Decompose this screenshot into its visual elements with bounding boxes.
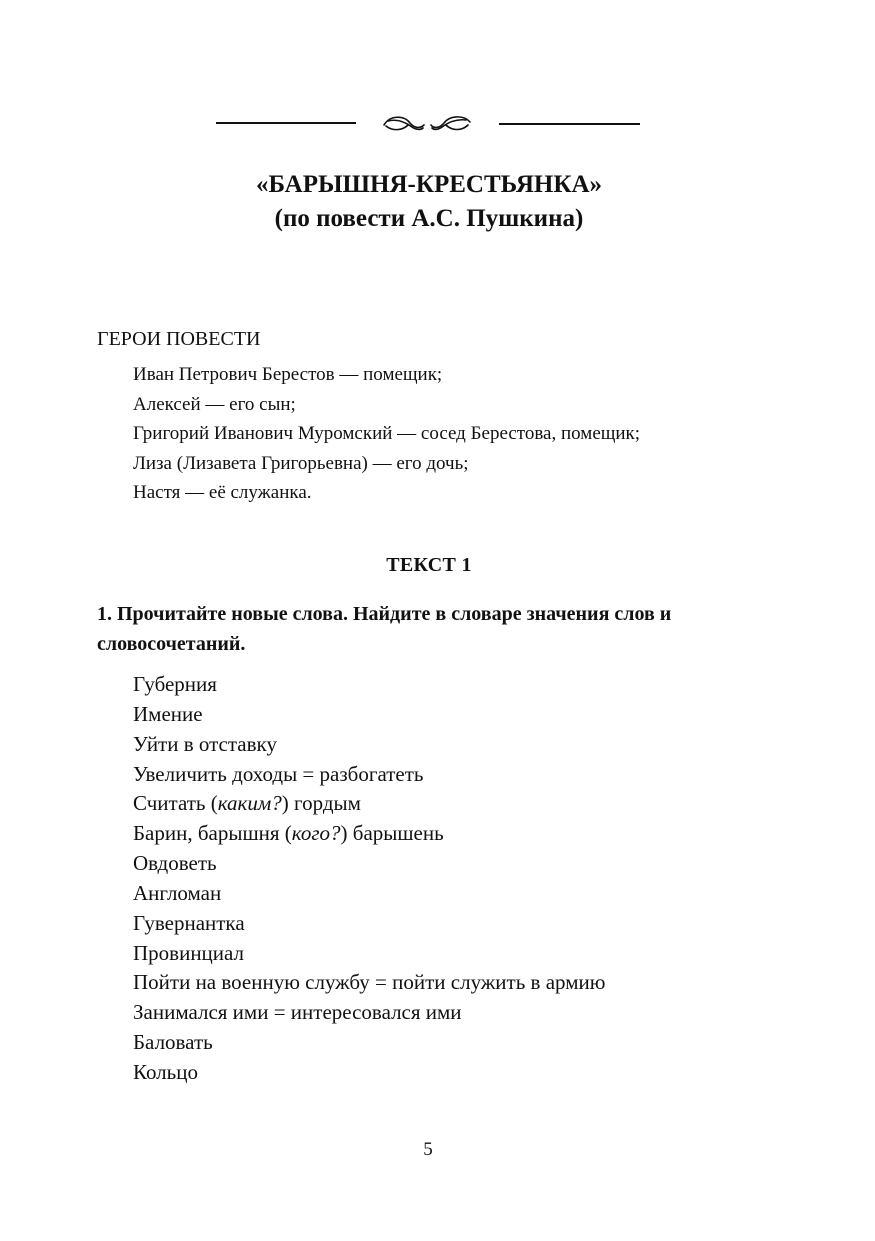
vocab-item (133, 819, 605, 849)
vocab-question: кого? (291, 821, 341, 846)
vocab-item: Занимался ими = интересовался ими (133, 1000, 462, 1025)
vocabulary-list (133, 670, 605, 1088)
vocab-item: Пойти на военную службу = пойти служить в армию (133, 970, 606, 995)
vocab-question: каким? (217, 791, 282, 816)
title-line-1: «БАРЫШНЯ-КРЕСТЬЯНКА» (255, 171, 603, 198)
vocab-item: Кольцо (133, 1059, 198, 1084)
heroes-list (133, 360, 640, 508)
vocab-text: ) барышень (340, 821, 444, 846)
vocab-item: Овдоветь (133, 851, 217, 876)
hero-item: Григорий Иванович Муромский — сосед Берестова, помещик; (133, 423, 641, 445)
vocab-text: ) гордым (281, 791, 361, 816)
title-line-2: (по повести А.С. Пушкина) (274, 205, 584, 232)
flourish-icon (384, 117, 470, 130)
vocab-text: Считать ( (133, 791, 218, 816)
vocab-item: Увеличить доходы = разбогатеть (133, 761, 424, 786)
hero-item: Лиза (Лизавета Григорьевна) — его дочь; (133, 452, 469, 474)
text-heading: ТЕКСТ 1 (386, 554, 472, 576)
ornament-divider (0, 111, 875, 137)
vocab-item (133, 789, 605, 819)
heroes-heading: ГЕРОИ ПОВЕСТИ (97, 328, 261, 350)
vocab-item: Баловать (133, 1030, 213, 1055)
page-number: 5 (423, 1139, 433, 1160)
vocab-item: Гувернантка (133, 910, 245, 935)
vocab-item: Губерния (133, 672, 217, 696)
page-title (0, 168, 858, 236)
hero-item: Иван Петрович Берестов — помещик; (133, 364, 443, 385)
vocab-text: Барин, барышня ( (133, 821, 292, 846)
vocab-item: Имение (133, 701, 203, 726)
vocab-item: Провинциал (133, 940, 245, 965)
hero-item: Алексей — его сын; (133, 393, 296, 415)
task-instruction: 1. Прочитайте новые слова. Найдите в словаре значения слов и словосочетаний. (97, 603, 672, 655)
hero-item: Настя — её служанка. (133, 482, 312, 504)
vocab-item: Англоман (133, 880, 222, 905)
vocab-item: Уйти в отставку (133, 731, 277, 756)
